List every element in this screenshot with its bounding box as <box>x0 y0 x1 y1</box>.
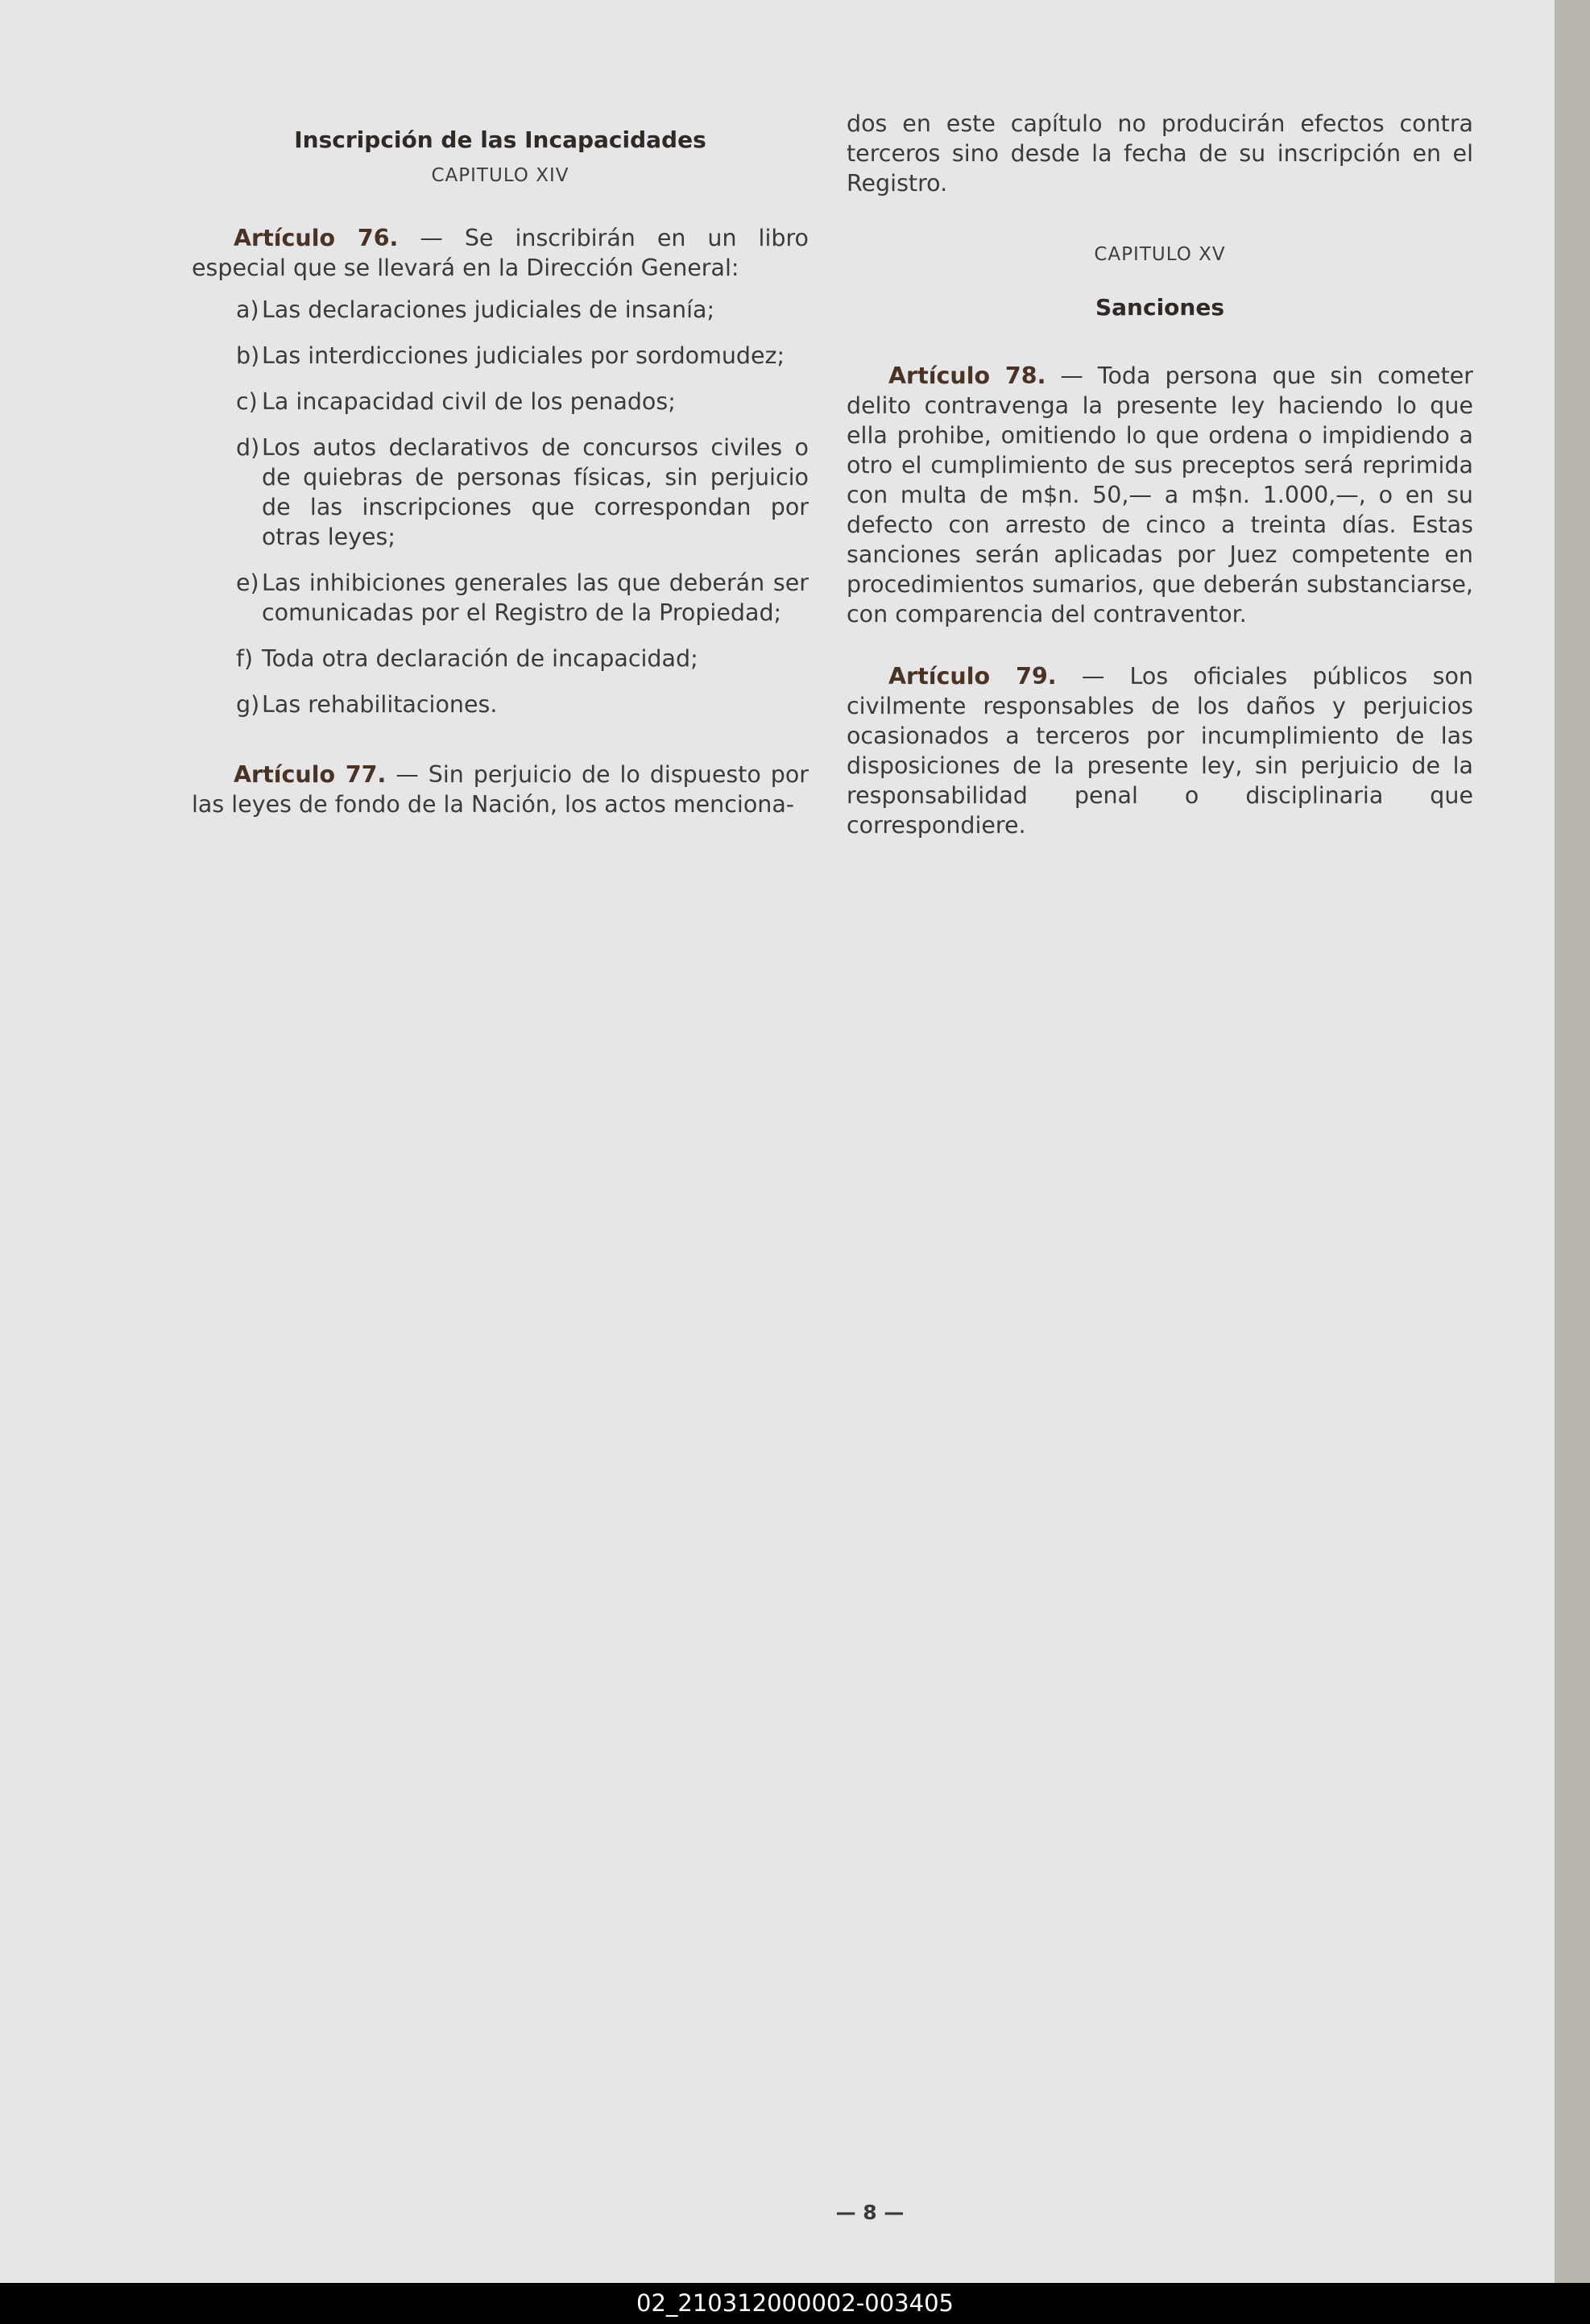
left-column <box>192 105 809 819</box>
chapter-label-xiv: CAPITULO XIV <box>431 165 569 186</box>
article-77 <box>192 760 809 819</box>
list-marker: c) <box>236 388 258 415</box>
article-77-continuation: dos en este capítulo no producirán efectos contra terceros sino desde la fecha de su inscripción en el Registro. <box>847 110 1473 197</box>
article-78-text: — Toda persona que sin cometer delito contravenga la presente ley haciendo lo que ella prohibe, omitiendo lo que ordena o impidiendo a otro el cumplimiento de sus preceptos será reprimida con multa de m$n. 50,— a m$n. 1.000,—, o en su defecto con arresto de cinco a treinta días. Estas sanciones serán aplicadas por Juez competente en procedimientos sumarios, que deberán substanciarse, con comparencia del contraventor. <box>847 362 1474 628</box>
list-item-b <box>192 341 809 371</box>
article-79-text: — Los oficiales públicos son civilmente responsables de los daños y perjuicios ocasionados a terceros por incumplimiento de las disposiciones de la presente ley, sin perjuicio de la responsabilidad penal o disciplinaria que correspondiere. <box>847 663 1473 839</box>
article-76-list <box>192 295 809 719</box>
scan-edge <box>1555 0 1590 2283</box>
list-item-a <box>192 295 809 325</box>
list-text: Las inhibiciones generales las que deberán ser comunicadas por el Registro de la Propiedad; <box>262 570 809 626</box>
list-marker: b) <box>236 342 260 369</box>
list-marker: g) <box>236 691 260 718</box>
section-title-incapacidades: Inscripción de las Incapacidades <box>294 126 706 153</box>
article-76-label: Artículo 76. <box>234 225 399 251</box>
article-76-text: — Se inscribirán en un libro especial que se llevará en la Dirección General: <box>192 225 809 281</box>
list-text: Las interdicciones judiciales por sordomudez; <box>262 342 785 369</box>
article-77-label: Artículo 77. <box>234 761 387 788</box>
list-text: Los autos declarativos de concursos civiles o de quiebras de personas físicas, sin perjuicio de las inscripciones que correspondan por otras leyes; <box>262 434 809 550</box>
article-78 <box>847 361 1473 629</box>
list-text: Las rehabilitaciones. <box>262 691 498 718</box>
chapter-label-xv: CAPITULO XV <box>1094 244 1226 265</box>
list-marker: a) <box>236 296 259 323</box>
section-title-sanciones: Sanciones <box>1095 294 1224 321</box>
article-79 <box>847 661 1473 840</box>
list-text: La incapacidad civil de los penados; <box>262 388 676 415</box>
article-77-text: — Sin perjuicio de lo dispuesto por las leyes de fondo de la Nación, los actos menciona- <box>192 761 809 818</box>
list-marker: f) <box>236 645 254 672</box>
list-marker: d) <box>236 434 260 461</box>
list-item-d <box>192 433 809 552</box>
list-item-g <box>192 690 809 719</box>
article-79-label: Artículo 79. <box>888 663 1057 690</box>
list-text: Toda otra declaración de incapacidad; <box>262 645 698 672</box>
list-text: Las declaraciones judiciales de insanía; <box>262 296 715 323</box>
list-item-c <box>192 387 809 416</box>
list-item-e <box>192 568 809 628</box>
page-number: — 8 — <box>835 2201 905 2224</box>
article-76 <box>192 223 809 283</box>
list-item-f <box>192 644 809 673</box>
article-78-label: Artículo 78. <box>888 362 1046 389</box>
list-marker: e) <box>236 570 259 596</box>
image-caption: 02_210312000002-003405 <box>0 2283 1590 2324</box>
right-column <box>847 105 1473 840</box>
